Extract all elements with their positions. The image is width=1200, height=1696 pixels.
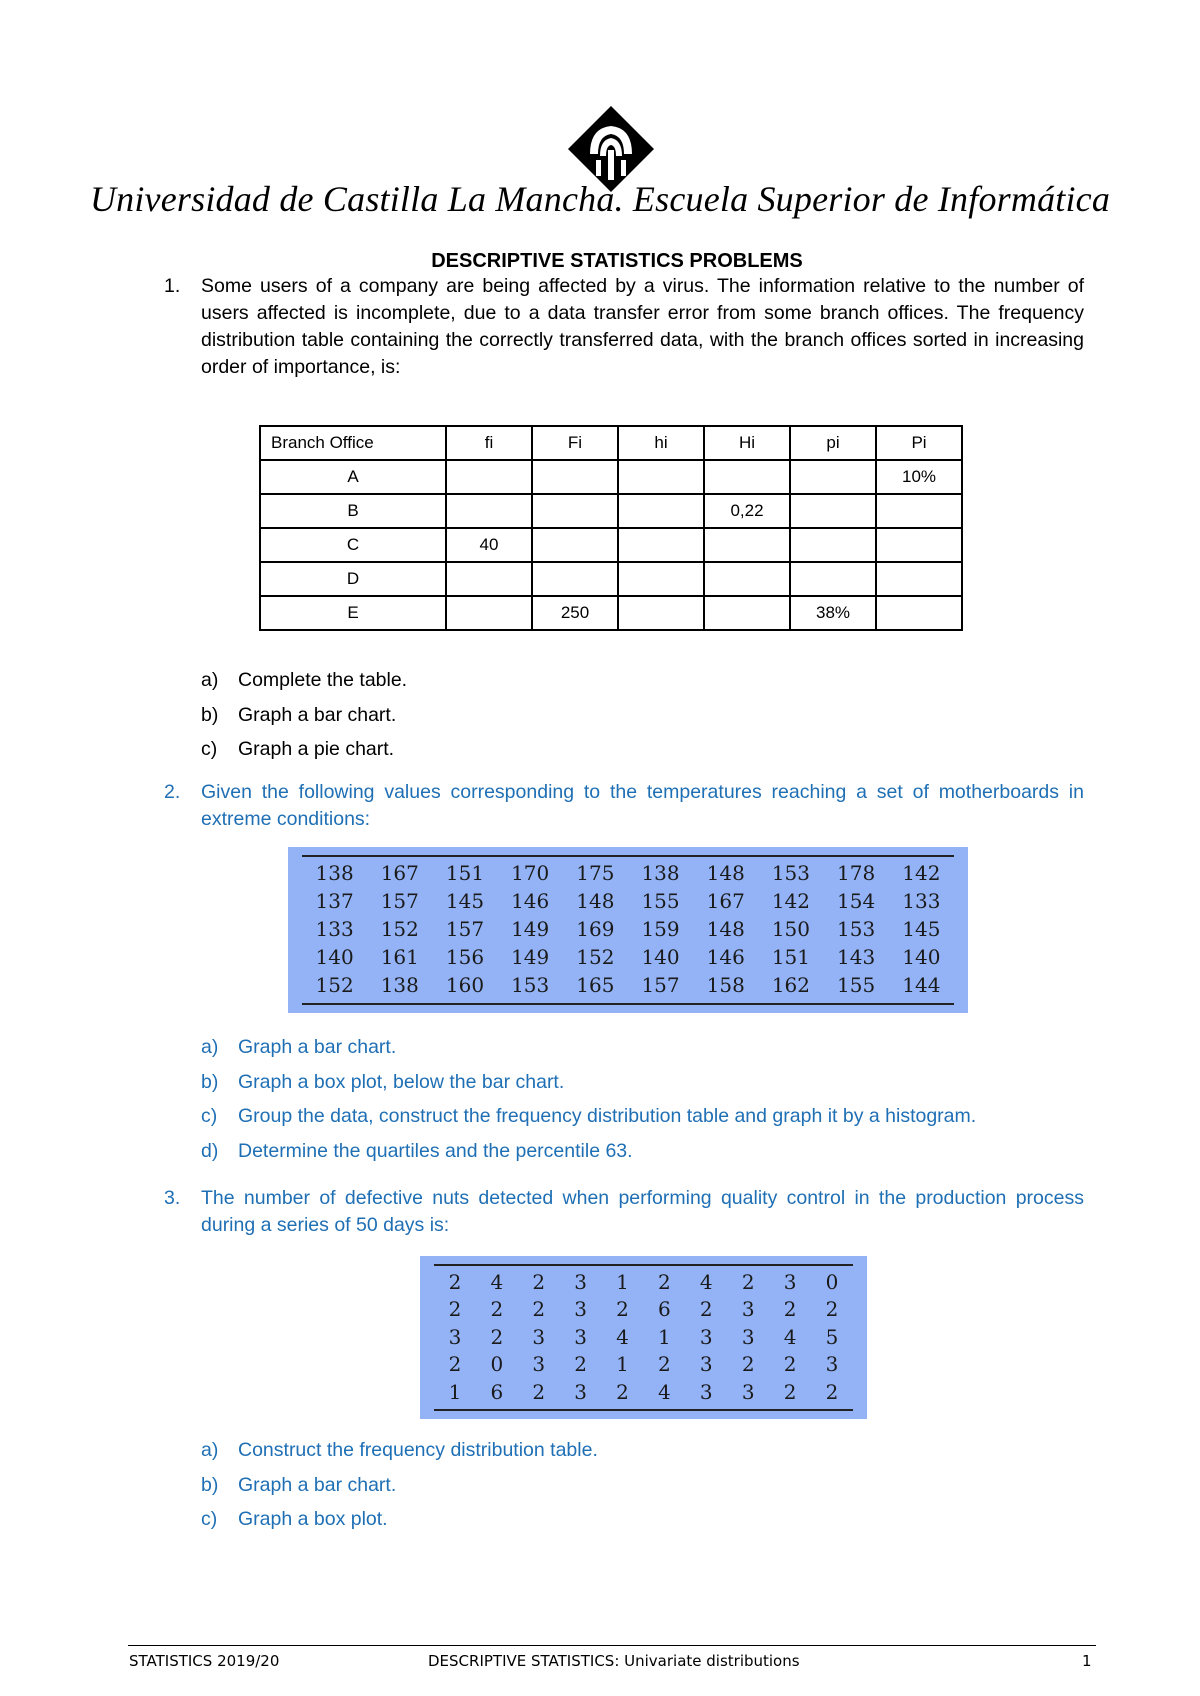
data-cell: 155	[641, 889, 680, 913]
list-item	[201, 732, 407, 767]
data-cell: 0	[825, 1269, 839, 1294]
problem-2-number: 2.	[164, 781, 181, 803]
data-cell: 138	[641, 861, 680, 885]
header-cell: Branch Office	[260, 426, 446, 460]
data-row	[302, 859, 954, 887]
header-cell: fi	[446, 426, 532, 460]
header-cell: Pi	[876, 426, 962, 460]
data-cell: 138	[380, 973, 419, 997]
data-cell: 4	[699, 1269, 713, 1294]
data-cell: 154	[837, 889, 876, 913]
table-cell	[704, 562, 790, 596]
table-cell: 40	[446, 528, 532, 562]
footer-topic: DESCRIPTIVE STATISTICS: Univariate distributions	[428, 1652, 800, 1670]
problem-3-number: 3.	[164, 1187, 181, 1209]
data-cell: 3	[532, 1352, 546, 1377]
table-cell	[532, 562, 618, 596]
table-cell	[790, 460, 876, 494]
data-cell: 1	[616, 1352, 629, 1377]
table-cell	[876, 562, 962, 596]
data-cell: 160	[445, 973, 485, 997]
table-row	[260, 494, 962, 528]
data-cell: 2	[699, 1297, 713, 1322]
table-cell	[618, 494, 704, 528]
data-cell: 153	[837, 917, 876, 941]
data-cell: 6	[490, 1379, 504, 1404]
table-cell	[704, 460, 790, 494]
table-cell: 250	[532, 596, 618, 630]
table-cell: D	[260, 562, 446, 596]
data-cell: 3	[699, 1324, 713, 1349]
data-cell: 1	[616, 1269, 629, 1294]
data-cell: 175	[576, 861, 615, 885]
problem-2	[164, 779, 1084, 833]
problem-1-number: 1.	[164, 275, 181, 297]
data-cell: 148	[576, 889, 615, 913]
item-text: Graph a bar chart.	[238, 1036, 397, 1058]
data-row	[434, 1323, 853, 1351]
list-item	[201, 663, 407, 698]
data-cell: 142	[771, 889, 810, 913]
table-row	[260, 460, 962, 494]
data-cell: 167	[380, 861, 419, 885]
data-cell: 2	[783, 1379, 797, 1404]
temperature-data-box	[288, 847, 968, 1013]
problem-3	[164, 1185, 1084, 1239]
data-cell: 5	[825, 1324, 839, 1349]
item-text: Determine the quartiles and the percentile 63.	[238, 1139, 633, 1162]
data-cell: 149	[511, 945, 550, 969]
problem-3-text: The number of defective nuts detected when performing quality control in the production process during a series of 50 days is:	[201, 1187, 1084, 1236]
data-cell: 152	[315, 973, 354, 997]
item-text: Graph a bar chart.	[238, 1473, 397, 1496]
table-cell: A	[260, 460, 446, 494]
data-cell: 4	[783, 1324, 797, 1349]
data-cell: 153	[511, 973, 550, 997]
table-cell	[446, 562, 532, 596]
data-row	[434, 1296, 853, 1324]
table-cell	[704, 596, 790, 630]
data-cell: 2	[532, 1297, 546, 1322]
table-cell	[532, 460, 618, 494]
table-cell	[876, 596, 962, 630]
problem-1-items	[201, 663, 407, 767]
item-label: c)	[201, 1105, 218, 1127]
header-cell: hi	[618, 426, 704, 460]
list-item	[201, 1468, 598, 1503]
data-cell: 157	[380, 889, 419, 913]
defects-data-box	[420, 1256, 867, 1419]
data-cell: 140	[902, 945, 941, 969]
data-cell: 133	[902, 889, 941, 913]
item-label: c)	[201, 1508, 218, 1530]
item-label: b)	[201, 1473, 219, 1496]
data-cell: 169	[576, 917, 615, 941]
data-cell: 144	[902, 973, 941, 997]
data-cell: 148	[706, 861, 745, 885]
data-cell: 3	[741, 1324, 755, 1349]
header-cell: Fi	[532, 426, 618, 460]
data-cell: 165	[576, 973, 615, 997]
table-cell	[876, 494, 962, 528]
data-cell: 3	[741, 1379, 755, 1404]
data-cell: 2	[741, 1269, 755, 1294]
data-cell: 157	[445, 917, 485, 941]
data-cell: 142	[902, 861, 941, 885]
footer-page-number: 1	[1082, 1652, 1092, 1670]
table-cell	[790, 562, 876, 596]
item-text: Graph a pie chart.	[238, 738, 395, 760]
table-cell	[876, 528, 962, 562]
data-cell: 2	[532, 1269, 546, 1294]
data-row	[434, 1378, 853, 1406]
data-cell: 3	[574, 1297, 587, 1322]
data-row	[434, 1268, 853, 1296]
data-cell: 148	[706, 917, 745, 941]
item-text: Construct the frequency distribution table.	[238, 1439, 598, 1461]
data-cell: 170	[511, 861, 550, 885]
table-cell	[532, 494, 618, 528]
data-cell: 1	[658, 1324, 671, 1349]
problem-2-items	[201, 1030, 976, 1168]
table-cell: C	[260, 528, 446, 562]
data-cell: 159	[641, 917, 680, 941]
data-cell: 2	[783, 1297, 797, 1322]
data-cell: 2	[825, 1379, 839, 1404]
document-title: DESCRIPTIVE STATISTICS PROBLEMS	[431, 250, 803, 272]
data-cell: 3	[532, 1324, 546, 1349]
problem-1-text: Some users of a company are being affected by a virus. The information relative to the number of users affected is incomplete, due to a data transfer error from some branch offices. The frequency distribution table containing the correctly transferred data, with the branch offices sorted in increasing order of importance, is:	[201, 275, 1084, 378]
data-cell: 2	[448, 1269, 462, 1294]
item-label: a)	[201, 669, 219, 691]
item-text: Complete the table.	[238, 669, 408, 691]
data-cell: 2	[783, 1352, 797, 1377]
item-label: c)	[201, 738, 218, 760]
data-cell: 3	[741, 1297, 755, 1322]
problem-1	[164, 273, 1084, 381]
table-cell	[446, 596, 532, 630]
table-row	[260, 528, 962, 562]
table-cell: E	[260, 596, 446, 630]
data-cell: 167	[706, 889, 745, 913]
table-cell	[532, 528, 618, 562]
data-cell: 2	[741, 1352, 755, 1377]
data-row	[302, 887, 954, 915]
data-row	[302, 943, 954, 971]
data-cell: 145	[445, 889, 485, 913]
item-label: b)	[201, 703, 219, 726]
item-text: Group the data, construct the frequency distribution table and graph it by a histogram.	[238, 1105, 977, 1127]
frequency-table	[259, 425, 963, 631]
data-cell: 2	[448, 1352, 462, 1377]
table-cell: B	[260, 494, 446, 528]
data-cell: 143	[837, 945, 876, 969]
item-label: b)	[201, 1070, 219, 1093]
data-cell: 157	[641, 973, 680, 997]
data-cell: 2	[532, 1379, 546, 1404]
data-cell: 0	[490, 1352, 504, 1377]
data-cell: 161	[380, 945, 419, 969]
table-cell	[446, 460, 532, 494]
list-item	[201, 1030, 976, 1065]
table-cell	[618, 596, 704, 630]
data-cell: 3	[574, 1324, 587, 1349]
data-cell: 155	[837, 973, 876, 997]
data-cell: 3	[825, 1352, 839, 1377]
data-cell: 153	[771, 861, 810, 885]
data-cell: 4	[616, 1324, 629, 1349]
data-cell: 2	[490, 1324, 504, 1349]
list-item	[201, 1502, 598, 1537]
data-cell: 3	[574, 1379, 587, 1404]
data-cell: 149	[511, 917, 550, 941]
table-cell	[446, 494, 532, 528]
university-name: Universidad de Castilla La Mancha. Escuela Superior de Informática	[89, 179, 1111, 219]
data-cell: 2	[616, 1297, 629, 1322]
data-cell: 2	[448, 1297, 462, 1322]
data-cell: 3	[783, 1269, 797, 1294]
data-cell: 2	[616, 1379, 629, 1404]
table-row	[260, 596, 962, 630]
problem-3-items	[201, 1433, 598, 1537]
data-cell: 152	[380, 917, 419, 941]
item-text: Graph a bar chart.	[238, 703, 397, 726]
header-cell: pi	[790, 426, 876, 460]
data-cell: 145	[902, 917, 941, 941]
data-cell: 146	[706, 945, 745, 969]
item-label: a)	[201, 1036, 219, 1058]
list-item	[201, 698, 407, 733]
list-item	[201, 1134, 976, 1169]
data-cell: 2	[825, 1297, 839, 1322]
data-row	[302, 915, 954, 943]
data-cell: 4	[658, 1379, 671, 1404]
header-cell: Hi	[704, 426, 790, 460]
list-item	[201, 1433, 598, 1468]
table-cell	[704, 528, 790, 562]
data-cell: 146	[511, 889, 550, 913]
data-cell: 162	[771, 973, 810, 997]
frequency-table-header	[260, 426, 962, 460]
problem-2-text: Given the following values corresponding to the temperatures reaching a set of motherboards in extreme conditions:	[201, 781, 1084, 830]
data-cell: 150	[771, 917, 810, 941]
data-cell: 6	[658, 1297, 671, 1322]
data-cell: 3	[699, 1379, 713, 1404]
data-row	[434, 1351, 853, 1379]
data-cell: 3	[574, 1269, 587, 1294]
table-cell	[618, 460, 704, 494]
data-cell: 178	[837, 861, 876, 885]
data-row	[302, 971, 954, 999]
data-cell: 140	[641, 945, 680, 969]
defects-table	[434, 1268, 853, 1406]
table-cell	[790, 528, 876, 562]
table-cell: 0,22	[704, 494, 790, 528]
item-text: Graph a box plot.	[238, 1508, 388, 1530]
table-cell	[618, 528, 704, 562]
item-label: d)	[201, 1139, 219, 1162]
data-cell: 2	[574, 1352, 587, 1377]
table-cell: 10%	[876, 460, 962, 494]
data-cell: 158	[706, 973, 745, 997]
data-cell: 133	[315, 917, 354, 941]
data-cell: 2	[490, 1297, 504, 1322]
data-cell: 151	[445, 861, 485, 885]
item-text: Graph a box plot, below the bar chart.	[238, 1070, 565, 1093]
table-cell: 38%	[790, 596, 876, 630]
footer-divider	[128, 1645, 1096, 1646]
list-item	[201, 1099, 976, 1134]
data-cell: 4	[490, 1269, 504, 1294]
data-cell: 3	[699, 1352, 713, 1377]
data-cell: 151	[771, 945, 810, 969]
list-item	[201, 1065, 976, 1100]
data-cell: 156	[445, 945, 485, 969]
item-label: a)	[201, 1439, 219, 1461]
data-cell: 2	[658, 1269, 671, 1294]
footer-course: STATISTICS 2019/20	[129, 1652, 280, 1670]
data-cell: 138	[315, 861, 354, 885]
data-cell: 140	[315, 945, 354, 969]
table-cell	[618, 562, 704, 596]
data-cell: 1	[448, 1379, 462, 1404]
table-cell	[790, 494, 876, 528]
temperature-table	[302, 859, 954, 999]
data-cell: 152	[576, 945, 615, 969]
data-cell: 3	[448, 1324, 462, 1349]
data-cell: 137	[315, 889, 354, 913]
table-row	[260, 562, 962, 596]
data-cell: 2	[658, 1352, 671, 1377]
